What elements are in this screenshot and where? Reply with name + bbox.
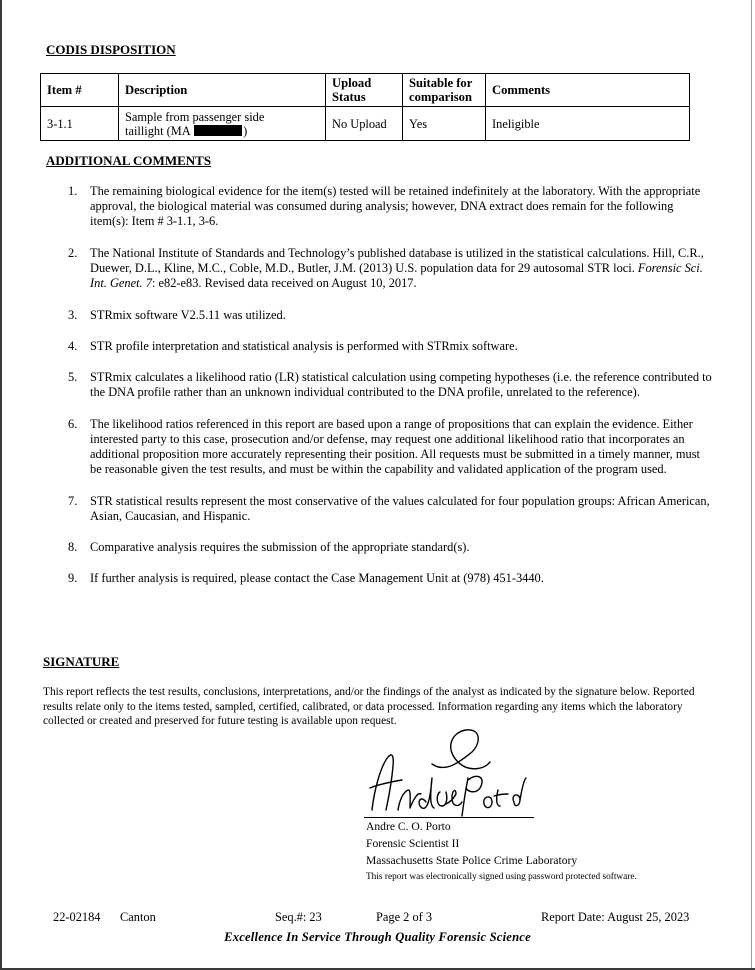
description-line1: Sample from passenger side xyxy=(125,109,265,124)
cell-suitable: Yes xyxy=(403,107,486,141)
col-comments xyxy=(486,74,690,107)
item-number: 8. xyxy=(68,540,78,554)
handwritten-signature xyxy=(364,722,539,818)
item-text: STR profile interpretation and statistical analysis is performed with STRmix software. xyxy=(90,339,518,353)
list-item xyxy=(68,494,713,524)
page-border-left xyxy=(0,0,2,970)
signer-block xyxy=(366,818,637,886)
col-item-label: Item # xyxy=(47,83,82,97)
comments-list xyxy=(68,184,713,586)
cell-comments: Ineligible xyxy=(486,107,690,141)
item-number: 9. xyxy=(68,571,78,585)
col-description xyxy=(119,74,326,107)
list-item xyxy=(68,417,713,477)
item-number: 3. xyxy=(68,308,78,322)
page-border-right xyxy=(751,0,752,970)
list-item xyxy=(68,571,713,586)
col-upload-status xyxy=(326,74,403,107)
signer-name: Andre C. O. Porto xyxy=(366,820,451,833)
cell-item: 3-1.1 xyxy=(41,107,119,141)
item-number: 4. xyxy=(68,339,78,353)
signer-lab: Massachusetts State Police Crime Laboratory xyxy=(366,854,578,867)
item-number: 5. xyxy=(68,370,78,384)
list-item xyxy=(68,339,713,354)
description-line2-prefix: taillight (MA xyxy=(125,123,194,138)
signature-statement: This report reflects the test results, conclusions, interpretations, and/or the findings of the analyst as indicated by the signature below. Reported results relate only to the items tested, sampled, certified, calibrated, or data processed. Information regarding any items which the laboratory collected or created and preserved for future testing is available upon request. xyxy=(43,686,695,727)
item-text-end: : e82-e83. Revised data received on August 10, 2017. xyxy=(151,276,417,290)
item-number: 6. xyxy=(68,417,78,431)
page-number: Page 2 of 3 xyxy=(376,910,433,924)
list-item xyxy=(68,370,713,400)
list-item xyxy=(68,184,713,229)
codis-table xyxy=(40,73,690,141)
footer-tagline: Excellence In Service Through Quality Forensic Science xyxy=(224,930,531,944)
signer-title: Forensic Scientist II xyxy=(366,837,460,850)
col-comments-label: Comments xyxy=(492,83,551,97)
list-item xyxy=(68,540,713,555)
item-text: The likelihood ratios referenced in this report are based upon a range of propositions that can explain the evidence. Either interested party to this case, prosecution and/or defense, may request one additional likelihood ratio that incorporates an additional proposition more accurately representing their position. All requests must be submitted in a timely manner, must be reasonable given the test results, and must be within the capability and validated application of the program used. xyxy=(90,417,700,476)
item-number: 7. xyxy=(68,494,78,508)
codis-heading: CODIS DISPOSITION xyxy=(46,42,176,57)
item-text: The National Institute of Standards and Technology’s published database is utilized in the statistical calculations. Hill, C.R., Duewer, D.L., Kline, M.C., Coble, M.D., Butler, J.M. (2013) U.S. population data for 29 autosomal STR loci. xyxy=(90,246,704,275)
report-date: Report Date: August 25, 2023 xyxy=(541,910,690,924)
redaction-bar xyxy=(194,125,242,136)
cell-upload-status: No Upload xyxy=(326,107,403,141)
codis-header-row xyxy=(41,74,690,107)
item-text: The remaining biological evidence for the item(s) tested will be retained indefinitely at the laboratory. With the appropriate approval, the biological material was consumed during analysis; however, DNA extract does remain for the following item(s): Item # 3-1.1, 3-6. xyxy=(90,184,701,228)
table-row xyxy=(41,107,690,141)
case-number: 22-02184 xyxy=(53,910,101,924)
journal-volume: 7 xyxy=(142,276,152,290)
additional-comments-heading: ADDITIONAL COMMENTS xyxy=(46,153,212,168)
signature-heading: SIGNATURE xyxy=(43,654,120,669)
col-description-label: Description xyxy=(125,83,188,97)
sequence-number: Seq.#: 23 xyxy=(275,910,322,924)
cell-description xyxy=(119,107,326,141)
col-upload-status-label: Upload Status xyxy=(332,76,372,104)
item-number: 2. xyxy=(68,246,78,260)
list-item xyxy=(68,308,713,323)
col-suitable-label: Suitable for comparison xyxy=(409,76,473,104)
item-text: STR statistical results represent the most conservative of the values calculated for four population groups: African American, Asian, Caucasian, and Hispanic. xyxy=(90,494,710,523)
col-suitable xyxy=(403,74,486,107)
journal-name: Forensic Sci. Int. Genet. xyxy=(90,261,703,290)
list-item xyxy=(68,246,713,291)
col-item xyxy=(41,74,119,107)
signature-note: This report was electronically signed using password protected software. xyxy=(366,872,637,882)
item-text: Comparative analysis requires the submission of the appropriate standard(s). xyxy=(90,540,470,554)
item-text: If further analysis is required, please contact the Case Management Unit at (978) 451-3440. xyxy=(90,571,544,585)
item-text: STRmix software V2.5.11 was utilized. xyxy=(90,308,286,322)
item-text: STRmix calculates a likelihood ratio (LR) statistical calculation using competing hypotheses (i.e. the reference contributed to the DNA profile rather than an unknown individual contributed to the DNA profile, unrelated to the reference). xyxy=(90,370,712,399)
item-number: 1. xyxy=(68,184,78,198)
agency-name: Canton xyxy=(120,910,156,924)
description-line2-suffix: ) xyxy=(243,123,248,138)
